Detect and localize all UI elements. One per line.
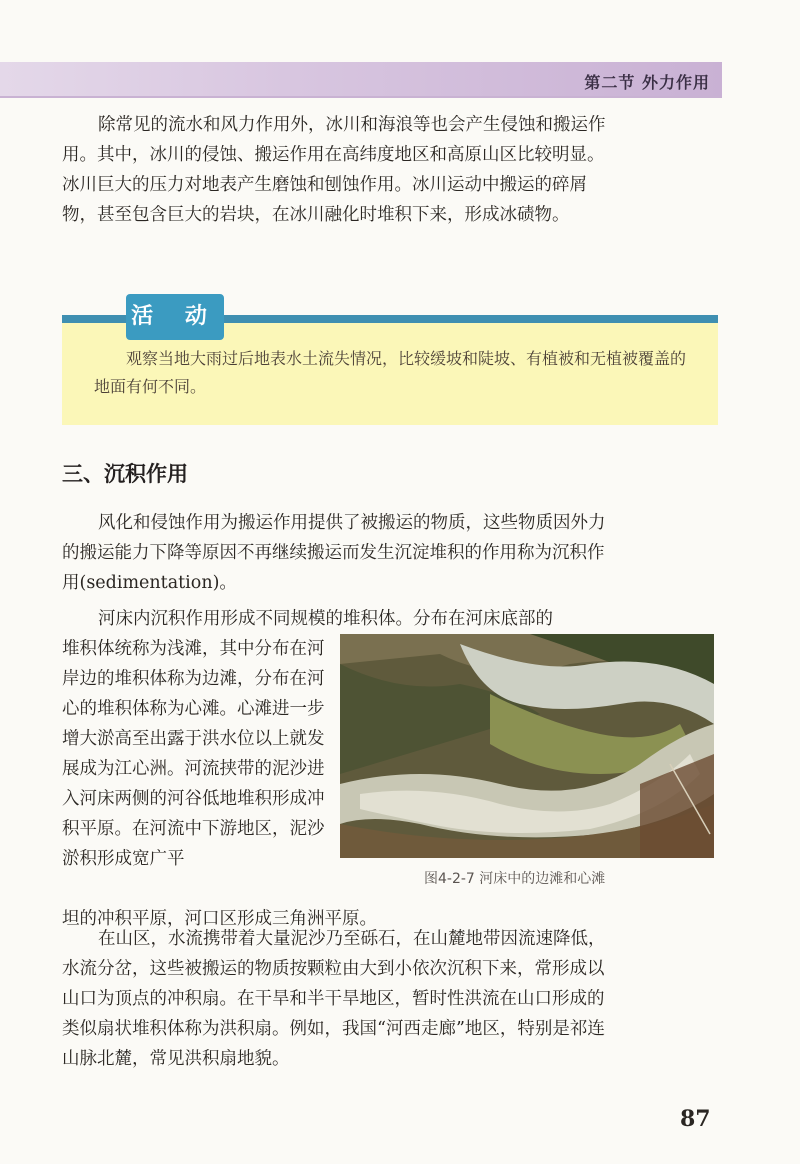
paragraph-riverbed-side: 堆积体统称为浅滩，其中分布在河岸边的堆积体称为边滩，分布在河心的堆积体称为心滩。心滩进一步增大淤高至出露于洪水位以上就发展成为江心洲。河流挟带的泥沙进入河床两侧的河谷低地堆积形成冲积平原。在河流中下游地区，泥沙淤积形成宽广平 bbox=[62, 639, 325, 869]
activity-label: 活 动 bbox=[126, 294, 224, 340]
river-bar-photo bbox=[340, 634, 714, 858]
paragraph-mountain: 在山区，水流携带着大量泥沙乃至砾石，在山麓地带因流速降低，水流分岔，这些被搬运的物质按颗粒由大到小依次沉积下来，常形成以山口为顶点的冲积扇。在干旱和半干旱地区，暂时性洪流在山口形成的类似扇状堆积体称为洪积扇。例如，我国“河西走廊”地区，特别是祁连山脉北麓，常见洪积扇地貌。 bbox=[62, 929, 606, 1069]
section-heading: 三、沉积作用 bbox=[62, 462, 188, 486]
paragraph-riverbed-first: 河床内沉积作用形成不同规模的堆积体。分布在河床底部的 bbox=[98, 609, 553, 629]
paragraph-riverbed-tail: 坦的冲积平原，河口区形成三角洲平原。 bbox=[62, 909, 377, 929]
activity-text: 观察当地大雨过后地表水土流失情况，比较缓坡和陡坡、有植被和无植被覆盖的地面有何不同。 bbox=[94, 349, 687, 396]
paragraph-glacier: 除常见的流水和风力作用外，冰川和海浪等也会产生侵蚀和搬运作用。其中，冰川的侵蚀、搬运作用在高纬度地区和高原山区比较明显。冰川巨大的压力对地表产生磨蚀和刨蚀作用。冰川运动中搬运的碎屑物，甚至包含巨大的岩块，在冰川融化时堆积下来，形成冰碛物。 bbox=[62, 115, 606, 225]
header-rule bbox=[0, 96, 722, 98]
page-number: 87 bbox=[680, 1106, 711, 1132]
paragraph-sedimentation: 风化和侵蚀作用为搬运作用提供了被搬运的物质，这些物质因外力的搬运能力下降等原因不再继续搬运而发生沉淀堆积的作用称为沉积作用(sedimentation)。 bbox=[62, 513, 606, 593]
figure-caption: 图4-2-7 河床中的边滩和心滩 bbox=[424, 871, 606, 887]
section-title: 第二节 外力作用 bbox=[584, 73, 710, 92]
